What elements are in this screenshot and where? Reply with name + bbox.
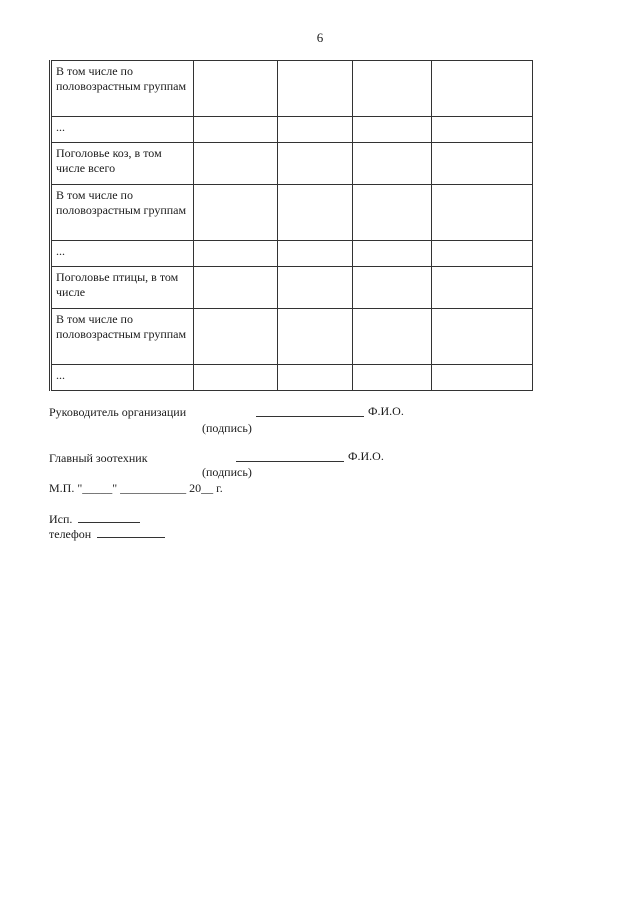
- phone-label: телефон: [49, 527, 92, 541]
- empty-cell: [432, 117, 533, 143]
- empty-cell: [194, 143, 278, 185]
- empty-cell: [432, 267, 533, 309]
- row-label: В том числе по половозрастным группам: [51, 185, 194, 241]
- empty-cell: [432, 143, 533, 185]
- empty-cell: [353, 143, 432, 185]
- phone-field: [49, 526, 165, 542]
- row-label: ...: [51, 117, 194, 143]
- empty-cell: [194, 61, 278, 117]
- stamp-date-line: М.П. "_____" ___________ 20__ г.: [49, 481, 223, 495]
- table-row: [51, 241, 533, 267]
- row-label: ...: [51, 365, 194, 391]
- empty-cell: [353, 61, 432, 117]
- head-signature-caption: (подпись): [202, 421, 252, 435]
- head-fio: Ф.И.О.: [368, 404, 404, 418]
- empty-cell: [353, 185, 432, 241]
- row-label: В том числе по половозрастным группам: [51, 309, 194, 365]
- empty-cell: [353, 117, 432, 143]
- empty-cell: [278, 61, 353, 117]
- empty-cell: [432, 309, 533, 365]
- empty-cell: [194, 267, 278, 309]
- isp-field: [49, 511, 140, 527]
- empty-cell: [278, 241, 353, 267]
- empty-cell: [278, 143, 353, 185]
- empty-cell: [194, 117, 278, 143]
- empty-cell: [278, 267, 353, 309]
- table-row: [51, 143, 533, 185]
- zoo-signature-caption: (подпись): [202, 465, 252, 479]
- empty-cell: [353, 365, 432, 391]
- empty-cell: [194, 365, 278, 391]
- empty-cell: [194, 309, 278, 365]
- empty-cell: [278, 309, 353, 365]
- row-label: В том числе по половозрастным группам: [51, 61, 194, 117]
- isp-line: [78, 511, 140, 523]
- zoo-label: Главный зоотехник: [49, 451, 148, 465]
- empty-cell: [353, 241, 432, 267]
- page-number: 6: [316, 30, 324, 45]
- head-signature-line: [256, 405, 364, 421]
- zoo-signature-line: [236, 450, 344, 466]
- zoo-fio: Ф.И.О.: [348, 449, 384, 463]
- table-row: [51, 117, 533, 143]
- empty-cell: [278, 185, 353, 241]
- livestock-table: [49, 60, 533, 391]
- empty-cell: [432, 365, 533, 391]
- empty-cell: [278, 365, 353, 391]
- table-row: [51, 365, 533, 391]
- empty-cell: [432, 185, 533, 241]
- empty-cell: [194, 241, 278, 267]
- empty-cell: [432, 61, 533, 117]
- empty-cell: [432, 241, 533, 267]
- row-label: Поголовье птицы, в том числе: [51, 267, 194, 309]
- row-label: ...: [51, 241, 194, 267]
- table-row: [51, 61, 533, 117]
- empty-cell: [278, 117, 353, 143]
- empty-cell: [194, 185, 278, 241]
- empty-cell: [353, 309, 432, 365]
- table-row: [51, 185, 533, 241]
- isp-label: Исп.: [49, 512, 73, 526]
- row-label: Поголовье коз, в том числе всего: [51, 143, 194, 185]
- empty-cell: [353, 267, 432, 309]
- table-row: [51, 267, 533, 309]
- phone-line: [97, 526, 165, 538]
- table-row: [51, 309, 533, 365]
- head-label: Руководитель организации: [49, 405, 187, 419]
